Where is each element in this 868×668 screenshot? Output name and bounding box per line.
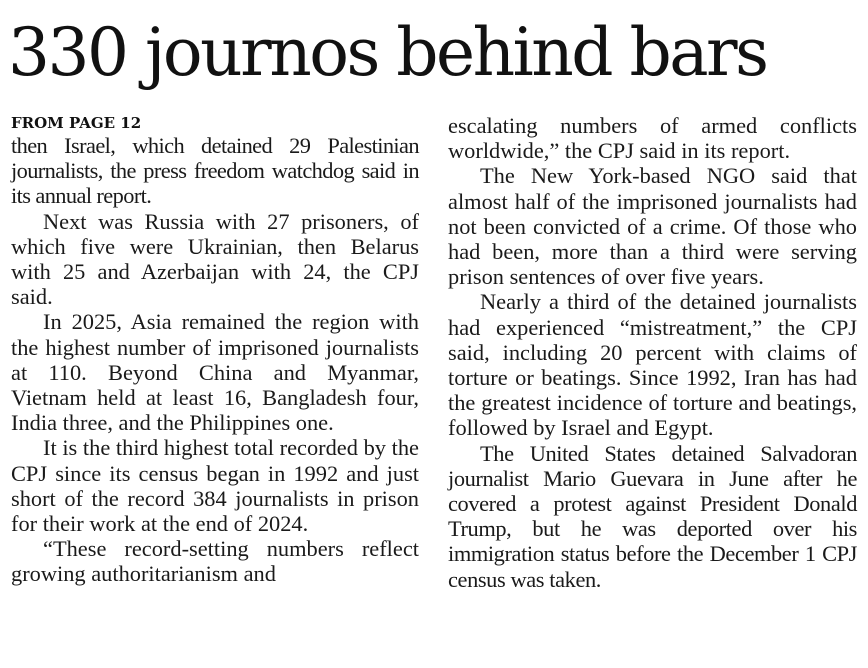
- paragraph: It is the third highest total recorded by the CPJ since its census began in 1992 and just short of the record 384 journalists in prison for their work at the end of 2024.: [11, 435, 419, 537]
- paragraph: The United States detained Salvadoran journalist Mario Guevara in June after he covered a protest against President Donald Trump, but he was deported over his immigration status before the December 1 CPJ census was taken.: [448, 440, 857, 592]
- paragraph: then Israel, which detained 29 Palestinian journalists, the press freedom watchdog said in its annual report.: [11, 133, 419, 209]
- paragraph: The New York-based NGO said that almost half of the imprisoned journalists had not been convicted of a crime. Of those who had been, more than a third were serving prison sentences of over five years.: [448, 163, 857, 290]
- paragraph: “These record-setting numbers reflect growing authoritarianism and: [11, 536, 419, 587]
- paragraph: Nearly a third of the detained journalists had experienced “mistreatment,” the CPJ said, including 20 percent with claims of torture or beatings. Since 1992, Iran has had the greatest incidence of torture and beatings, followed by Israel and Egypt.: [448, 289, 857, 441]
- paragraph: Next was Russia with 27 prisoners, of which five were Ukrainian, then Belarus with 25 and Azerbaijan with 24, the CPJ said.: [11, 208, 419, 310]
- article-column-right: [448, 113, 857, 592]
- paragraph: escalating numbers of armed conflicts worldwide,” the CPJ said in its report.: [448, 113, 857, 164]
- continuation-kicker: FROM PAGE 12: [11, 114, 142, 132]
- headline: 330 journos behind bars: [8, 14, 767, 91]
- article-column-left: [11, 114, 419, 587]
- paragraph: In 2025, Asia remained the region with the highest number of imprisoned journalists at 110. Beyond China and Myanmar, Vietnam held at least 16, Bangladesh four, India three, and the Philippines one.: [11, 309, 419, 436]
